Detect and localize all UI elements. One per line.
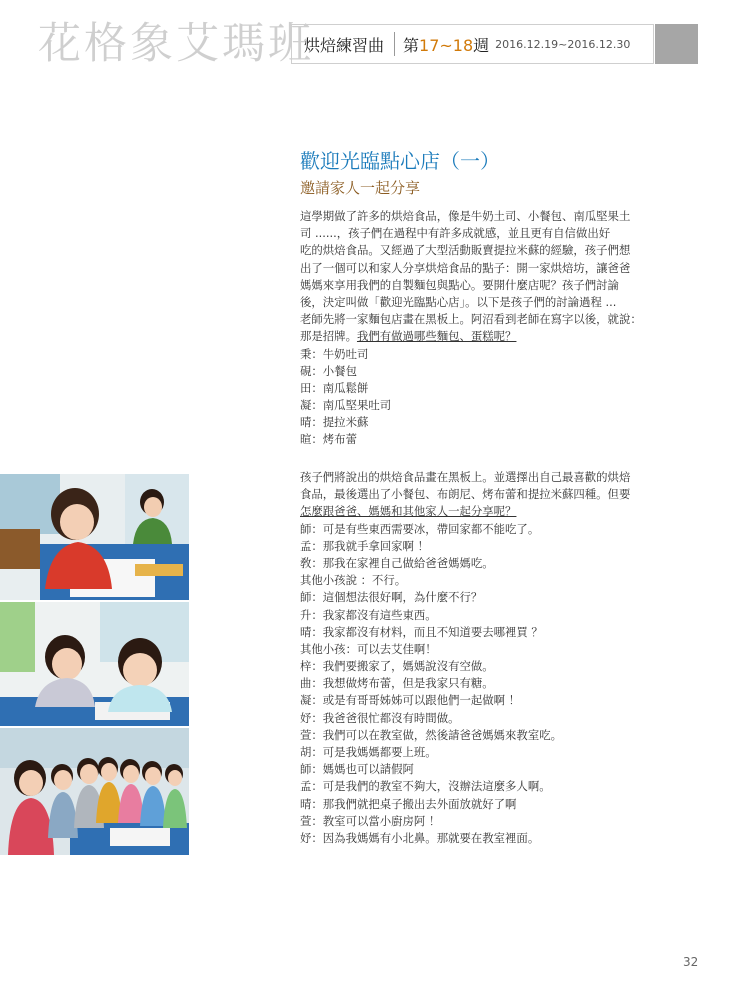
dialogue-line: 孟：那我就手拿回家啊 ！ <box>300 538 429 553</box>
discussion-paragraph <box>300 469 674 847</box>
intro-question: 我們有做過哪些麵包、蛋糕呢？ <box>356 329 517 344</box>
intro-last-line <box>300 328 674 345</box>
intro-line: 老師先將一家麵包店畫在黑板上。阿沼看到老師在寫字以後，就說： <box>300 312 642 327</box>
photo-girl-drawing <box>0 474 189 600</box>
intro-line: 出了一個可以和家人分享烘焙食品的點子：開一家烘焙坊，讓爸爸 <box>300 260 631 275</box>
dialogue-line: 師：可是有些東西需要冰，帶回家都不能吃了。 <box>300 521 540 536</box>
list-item: 凝：南瓜堅果吐司 <box>300 398 392 413</box>
intro-line: 這學期做了許多的烘焙食品，像是牛奶土司、小餐包、南瓜堅果土 <box>300 209 631 223</box>
class-name: 花格象艾瑪班 <box>38 19 314 69</box>
intro-line: 後，決定叫做「歡迎光臨點心店」。以下是孩子們的討論過程 ... <box>300 294 617 309</box>
dialogue-line: 萱：我們可以在教室做，然後請爸爸媽媽來教室吃。 <box>300 727 562 742</box>
dialogue-line: 妤：因為我媽媽有小北鼻。那就要在教室裡面。 <box>300 830 540 845</box>
photo-children-group <box>0 728 189 855</box>
para2-line: 食品，最後選出了小餐包、布朗尼、烤布蕾和提拉米蘇四種。但要 <box>300 487 631 502</box>
list-item: 硯：小餐包 <box>300 363 357 378</box>
list-item: 田：南瓜鬆餅 <box>300 380 369 395</box>
dialogue-line: 師：這個想法很好啊，為什麼不行？ <box>300 590 483 605</box>
list-item: 秉：牛奶吐司 <box>300 346 369 361</box>
dialogue-line: 其他小孩：可以去艾佳啊！ <box>300 641 437 656</box>
article-title: 歡迎光臨點心店（一） <box>300 149 500 173</box>
dialogue-line: 妤：我爸爸很忙都沒有時間做。 <box>300 710 460 725</box>
dialogue-line: 梓：我們要搬家了，媽媽說沒有空做。 <box>300 659 494 674</box>
intro-paragraph <box>300 208 674 449</box>
dialogue-line: 晴：我家都沒有材料，而且不知道要去哪裡買 ？ <box>300 624 543 639</box>
photo-girls-at-table <box>0 602 189 726</box>
article-subtitle: 邀請家人一起分享 <box>300 179 421 197</box>
list-item: 晴：提拉米蘇 <box>300 415 369 430</box>
dialogue-line: 升：我家都沒有這些東西。 <box>300 607 437 622</box>
dialogue-line: 敎：那我在家裡自己做給爸爸媽媽吃。 <box>300 555 494 570</box>
header-gray-block <box>655 24 698 64</box>
page-number: 32 <box>683 955 699 969</box>
week-label <box>403 33 489 56</box>
list-item: 暄：烤布蕾 <box>300 432 357 447</box>
para2-question: 怎麼跟爸爸、媽媽和其他家人一起分享呢？ <box>300 504 517 519</box>
intro-line: 吃的烘焙食品。又經過了大型活動販賣提拉米蘇的經驗，孩子們想 <box>300 243 631 258</box>
dialogue-line: 孟：可是我們的教室不夠大，沒辦法這麼多人啊。 <box>300 779 551 794</box>
week-prefix: 第 <box>403 35 420 55</box>
dialogue-line: 其他小孩說 ：不行。 <box>300 573 407 588</box>
intro-line: 司 ......，孩子們在過程中有許多成就感，並且更有自信做出好 <box>300 226 611 241</box>
header-box <box>291 24 654 64</box>
intro-line: 媽媽來享用我們的自製麵包與點心。要開什麼店呢？孩子們討論 <box>300 277 619 292</box>
date-range: 2016.12.19~2016.12.30 <box>495 37 631 51</box>
dialogue-line: 晴：那我們就把桌子搬出去外面放就好了啊 <box>300 796 517 811</box>
dialogue-line: 師：媽媽也可以請假阿 <box>300 762 414 777</box>
week-range: 17~18 <box>419 35 474 55</box>
week-suffix: 週 <box>473 35 490 55</box>
para2-line: 孩子們將說出的烘焙食品畫在黑板上。並選擇出自己最喜歡的烘焙 <box>300 470 631 484</box>
header-divider <box>394 32 395 56</box>
dialogue-line: 胡：可是我媽媽都要上班。 <box>300 745 437 759</box>
dialogue-line: 凝：或是有哥哥姊姊可以跟他們一起做啊 ！ <box>300 693 521 708</box>
dialogue-line: 曲：我想做烤布蕾，但是我家只有糖。 <box>300 676 494 691</box>
dialogue-line: 萱：教室可以當小廚房阿 ！ <box>300 813 441 828</box>
section-title: 烘焙練習曲 <box>304 35 385 55</box>
intro-last-plain: 那是招牌。 <box>300 329 357 344</box>
